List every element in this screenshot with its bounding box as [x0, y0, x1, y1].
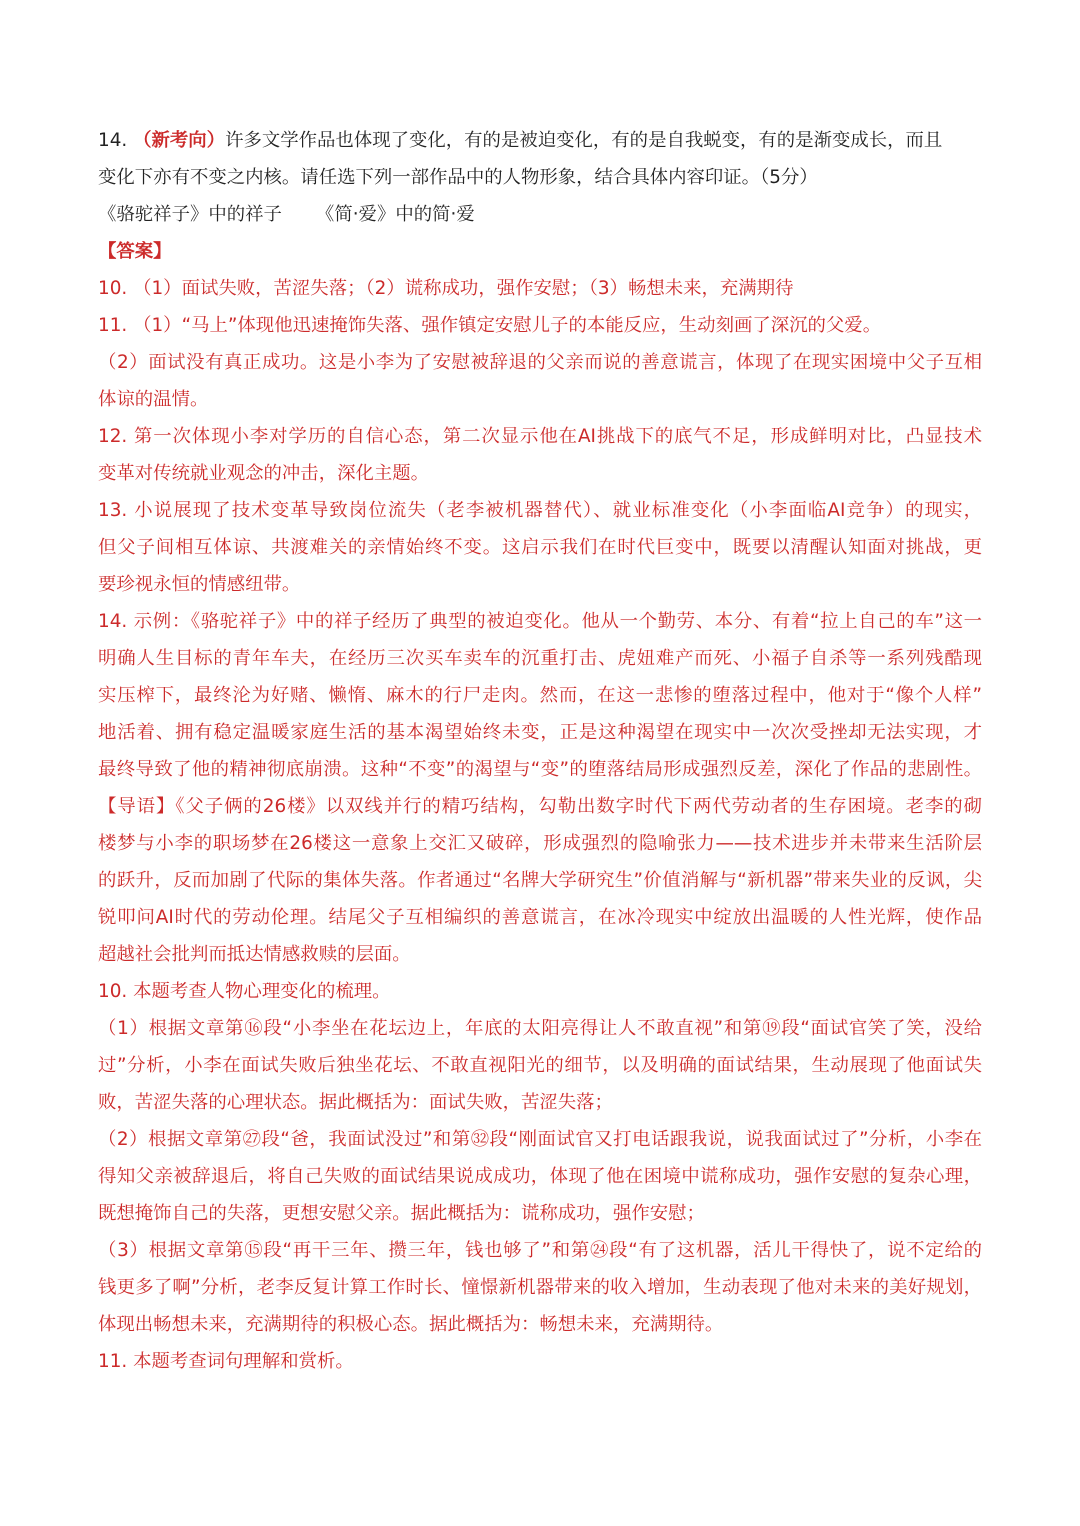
question-number: 14. [98, 130, 128, 151]
answer-line: 过”分析，小李在面试失败后独坐花坛、不敢直视阳光的细节，以及明确的面试结果，生动展现了他面试失 [98, 1055, 982, 1076]
answer-line: 10. （1）面试失败，苦涩失落；（2）谎称成功，强作安慰；（3）畅想未来，充满期待 [98, 278, 794, 299]
answer-line: 【答案】 [98, 241, 172, 262]
answer-line: 12. 第一次体现小李对学历的自信心态，第二次显示他在AI挑战下的底气不足，形成鲜明对比，凸显技术 [98, 426, 982, 447]
answer-line: 楼梦与小李的职场梦在26楼这一意象上交汇又破碎，形成强烈的隐喻张力——技术进步并未带来生活阶层 [98, 833, 982, 854]
answer-line: 但父子间相互体谅、共渡难关的亲情始终不变。这启示我们在时代巨变中，既要以清醒认知面对挑战，更 [98, 537, 982, 558]
answer-line: 明确人生目标的青年车夫，在经历三次买车卖车的沉重打击、虎妞难产而死、小福子自杀等一系列残酷现 [98, 648, 982, 669]
answer-line: 锐叩问AI时代的劳动伦理。结尾父子互相编织的善意谎言，在冰冷现实中绽放出温暖的人性光辉，使作品 [98, 907, 982, 928]
answer-line: （3）根据文章第⑮段“再干三年、攒三年，钱也够了”和第㉔段“有了这机器，活儿干得快了，说不定给的 [98, 1240, 982, 1261]
answer-line: 11. 本题考查词句理解和赏析。 [98, 1351, 354, 1372]
answer-line: 14. 示例：《骆驼祥子》中的祥子经历了典型的被迫变化。他从一个勤劳、本分、有着“拉上自己的车”这一 [98, 611, 982, 632]
answer-line: 得知父亲被辞退后，将自己失败的面试结果说成成功，体现了他在困境中谎称成功，强作安慰的复杂心理， [98, 1166, 982, 1187]
answer-line: （2）面试没有真正成功。这是小李为了安慰被辞退的父亲而说的善意谎言，体现了在现实困境中父子互相 [98, 352, 982, 373]
answer-line: 钱更多了啊”分析，老李反复计算工作时长、憧憬新机器带来的收入增加，生动表现了他对未来的美好规划， [98, 1277, 982, 1298]
answer-line: 要珍视永恒的情感纽带。 [98, 574, 301, 595]
answer-line: 地活着、拥有稳定温暖家庭生活的基本渴望始终未变，正是这种渴望在现实中一次次受挫却无法实现，才 [98, 722, 982, 743]
answer-line: 体现出畅想未来，充满期待的积极心态。据此概括为：畅想未来，充满期待。 [98, 1314, 724, 1335]
answer-line: 11. （1）“马上”体现他迅速掩饰失落、强作镇定安慰儿子的本能反应，生动刻画了深沉的父爱。 [98, 315, 882, 336]
answer-line: 体谅的温情。 [98, 389, 209, 410]
question-text: 许多文学作品也体现了变化，有的是被迫变化，有的是自我蜕变，有的是渐变成长，而且 [225, 130, 943, 151]
answer-line: 【导语】《父子俩的26楼》以双线并行的精巧结构，勾勒出数字时代下两代劳动者的生存困境。老李的砌 [98, 796, 982, 817]
new-direction-tag: （新考向） [133, 130, 226, 151]
question-14-line-1 [98, 122, 982, 159]
answer-line: （1）根据文章第⑯段“小李坐在花坛边上，年底的太阳亮得让人不敢直视”和第⑲段“面试官笑了笑，没给 [98, 1018, 982, 1039]
question-options [98, 196, 982, 233]
answer-line: 既想掩饰自己的失落，更想安慰父亲。据此概括为：谎称成功，强作安慰； [98, 1203, 705, 1224]
question-14-line-2: 变化下亦有不变之内核。请任选下列一部作品中的人物形象，结合具体内容印证。（5分） [98, 167, 818, 188]
answer-line: 最终导致了他的精神彻底崩溃。这种“不变”的渴望与“变”的堕落结局形成强烈反差，深化了作品的悲剧性。 [98, 759, 982, 780]
answer-line: 变革对传统就业观念的冲击，深化主题。 [98, 463, 430, 484]
answer-line: 13. 小说展现了技术变革导致岗位流失（老李被机器替代）、就业标准变化（小李面临AI竞争）的现实， [98, 500, 982, 521]
option-jane-eyre: 《简·爱》中的简·爱 [315, 204, 475, 225]
answer-line: （2）根据文章第㉗段“爸，我面试没过”和第㉜段“刚面试官又打电话跟我说，说我面试过了”分析，小李在 [98, 1129, 982, 1150]
answer-line: 的跃升，反而加剧了代际的集体失落。作者通过“名牌大学研究生”价值消解与“新机器”带来失业的反讽，尖 [98, 870, 982, 891]
option-xiangzi: 《骆驼祥子》中的祥子 [98, 204, 282, 225]
answer-line: 实压榨下，最终沦为好赌、懒惰、麻木的行尸走肉。然而，在这一悲惨的堕落过程中，他对于“像个人样” [98, 685, 982, 706]
answer-line: 败，苦涩失落的心理状态。据此概括为：面试失败，苦涩失落； [98, 1092, 613, 1113]
answer-line: 超越社会批判而抵达情感救赎的层面。 [98, 944, 411, 965]
answer-line: 10. 本题考查人物心理变化的梳理。 [98, 981, 391, 1002]
